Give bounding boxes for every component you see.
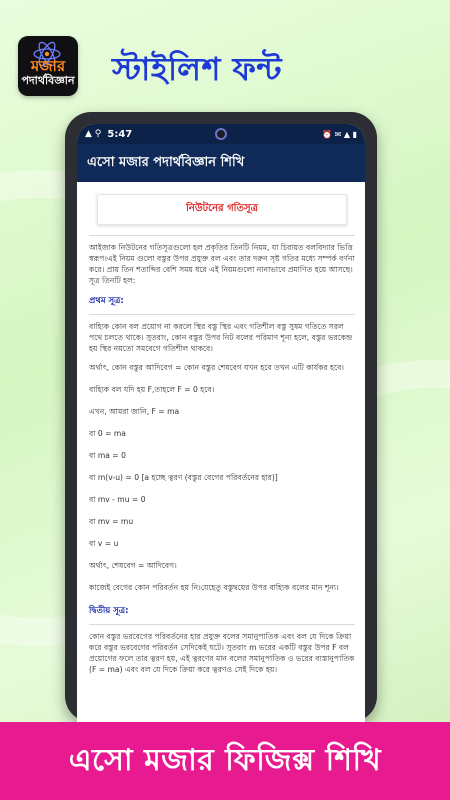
divider: [89, 314, 355, 315]
front-camera: [215, 128, 227, 140]
equation-line: বা mv = mu: [89, 517, 134, 526]
app-bar: [77, 144, 365, 182]
first-law-heading: প্রথম সূত্র:: [89, 296, 124, 306]
phone-screen: [77, 124, 365, 722]
logo-subtitle: পদার্থবিজ্ঞান: [21, 73, 75, 87]
phone-frame: [65, 112, 377, 722]
status-bar: [77, 124, 365, 144]
equation-line: বা v = u: [89, 539, 119, 548]
equation-line: বাহ্যিক বল যদি হয় F,তাহলে F = 0 হবে।: [89, 385, 215, 394]
first-law-text: বাহ্যিক কোন বল প্রয়োগ না করলে স্থির বস্তু স্থির এবং গতিশীল বস্তু সুষম গতিতে সরল পথে চলতে থাকে। সুতরাং, কোন বস্তুর উপর নিট বলের পরিমাণ শূন্য হলে, বস্তুর ভরকেন্দ্র হয় স্থির নয়তো সমবেগে গতিশীল থাকবে।: [89, 322, 353, 353]
app-title: এসো মজার পদার্থবিজ্ঞান শিখি: [87, 154, 245, 170]
app-logo: [18, 36, 78, 96]
status-time: 5:47: [107, 128, 133, 140]
equation-line: অর্থাৎ, শেষবেগ = আদিবেগ।: [89, 561, 177, 570]
equation-line: বা ma = 0: [89, 451, 126, 460]
promo-headline: স্টাইলিশ ফন্ট: [112, 50, 283, 88]
second-law-heading: দ্বিতীয় সূত্র:: [89, 606, 129, 616]
divider: [89, 624, 355, 625]
intro-paragraph: আইজাক নিউটনের গতিসূত্রগুলো হল প্রকৃতির তিনটি নিয়ম, যা চিরায়ত বলবিদ্যার ভিত্তি স্বরূপ।এই নিয়ম গুলো বস্তুর উপর প্রযুক্ত বল এবং তার দরুন সৃষ্ট গতির মধ্যে সম্পর্ক বর্ণনা করে। প্রায় তিন শতাব্দির বেশি সময় ধরে এই নিয়মগুলো নানাভাবে প্রমাণিত হয়ে আসছে। সূত্র তিনটি হল:: [89, 243, 355, 285]
chapter-title: নিউটনের গতিসূত্র: [97, 194, 347, 225]
banner-text: এসো মজার ফিজিক্স শিখি: [68, 742, 382, 778]
equation-line: বা mv - mu = 0: [89, 495, 146, 504]
equation-line: বা 0 = ma: [89, 429, 126, 438]
divider: [89, 235, 355, 236]
logo-title: মজার: [30, 56, 66, 75]
equation-line: কাজেই বেগের কোন পরিবর্তন হয় নি।যেহেতু বস্তুদ্বয়ের উপর বাহ্যিক বলের মান শূন্য।: [89, 583, 339, 592]
second-law-text: কোন বস্তুর ভরবেগের পরিবর্তনের হার প্রযুক্ত বলের সমানুপাতিক এবং বল যে দিকে ক্রিয়া করে বস্তুর ভরবেগের পরিবর্তন সেদিকেই ঘটে। সুতরাং m ভরের একটি বস্তুর উপর F বল প্রয়োগের ফলে তার ত্বরণ হয়, এই ত্বরণের মান বলের সমানুপাতিক ও ভরের ব্যস্তানুপাতিক (F = ma) এবং বল যে দিকে ক্রিয়া করে ত্বরণও সেই দিকে হয়।: [89, 632, 355, 674]
equation-line: বা m(v-u) = 0 [a হচ্ছে ত্বরণ (বস্তুর বেগের পরিবর্তনের হার)]: [89, 473, 278, 482]
status-icons: ⏰ ✉ ▲ ▮: [322, 129, 357, 139]
equation-line: এখন, আমরা জানি, F = ma: [89, 407, 180, 416]
article-content[interactable]: [77, 182, 365, 689]
promo-banner: [0, 722, 450, 800]
status-indicators: ▲ ⚲: [85, 129, 102, 139]
equation-line: অর্থাৎ, কোন বস্তুর আদিবেগ = কোন বস্তুর শেষবেগ যখন হবে তখন এটি কার্যকর হবে।: [89, 363, 345, 372]
